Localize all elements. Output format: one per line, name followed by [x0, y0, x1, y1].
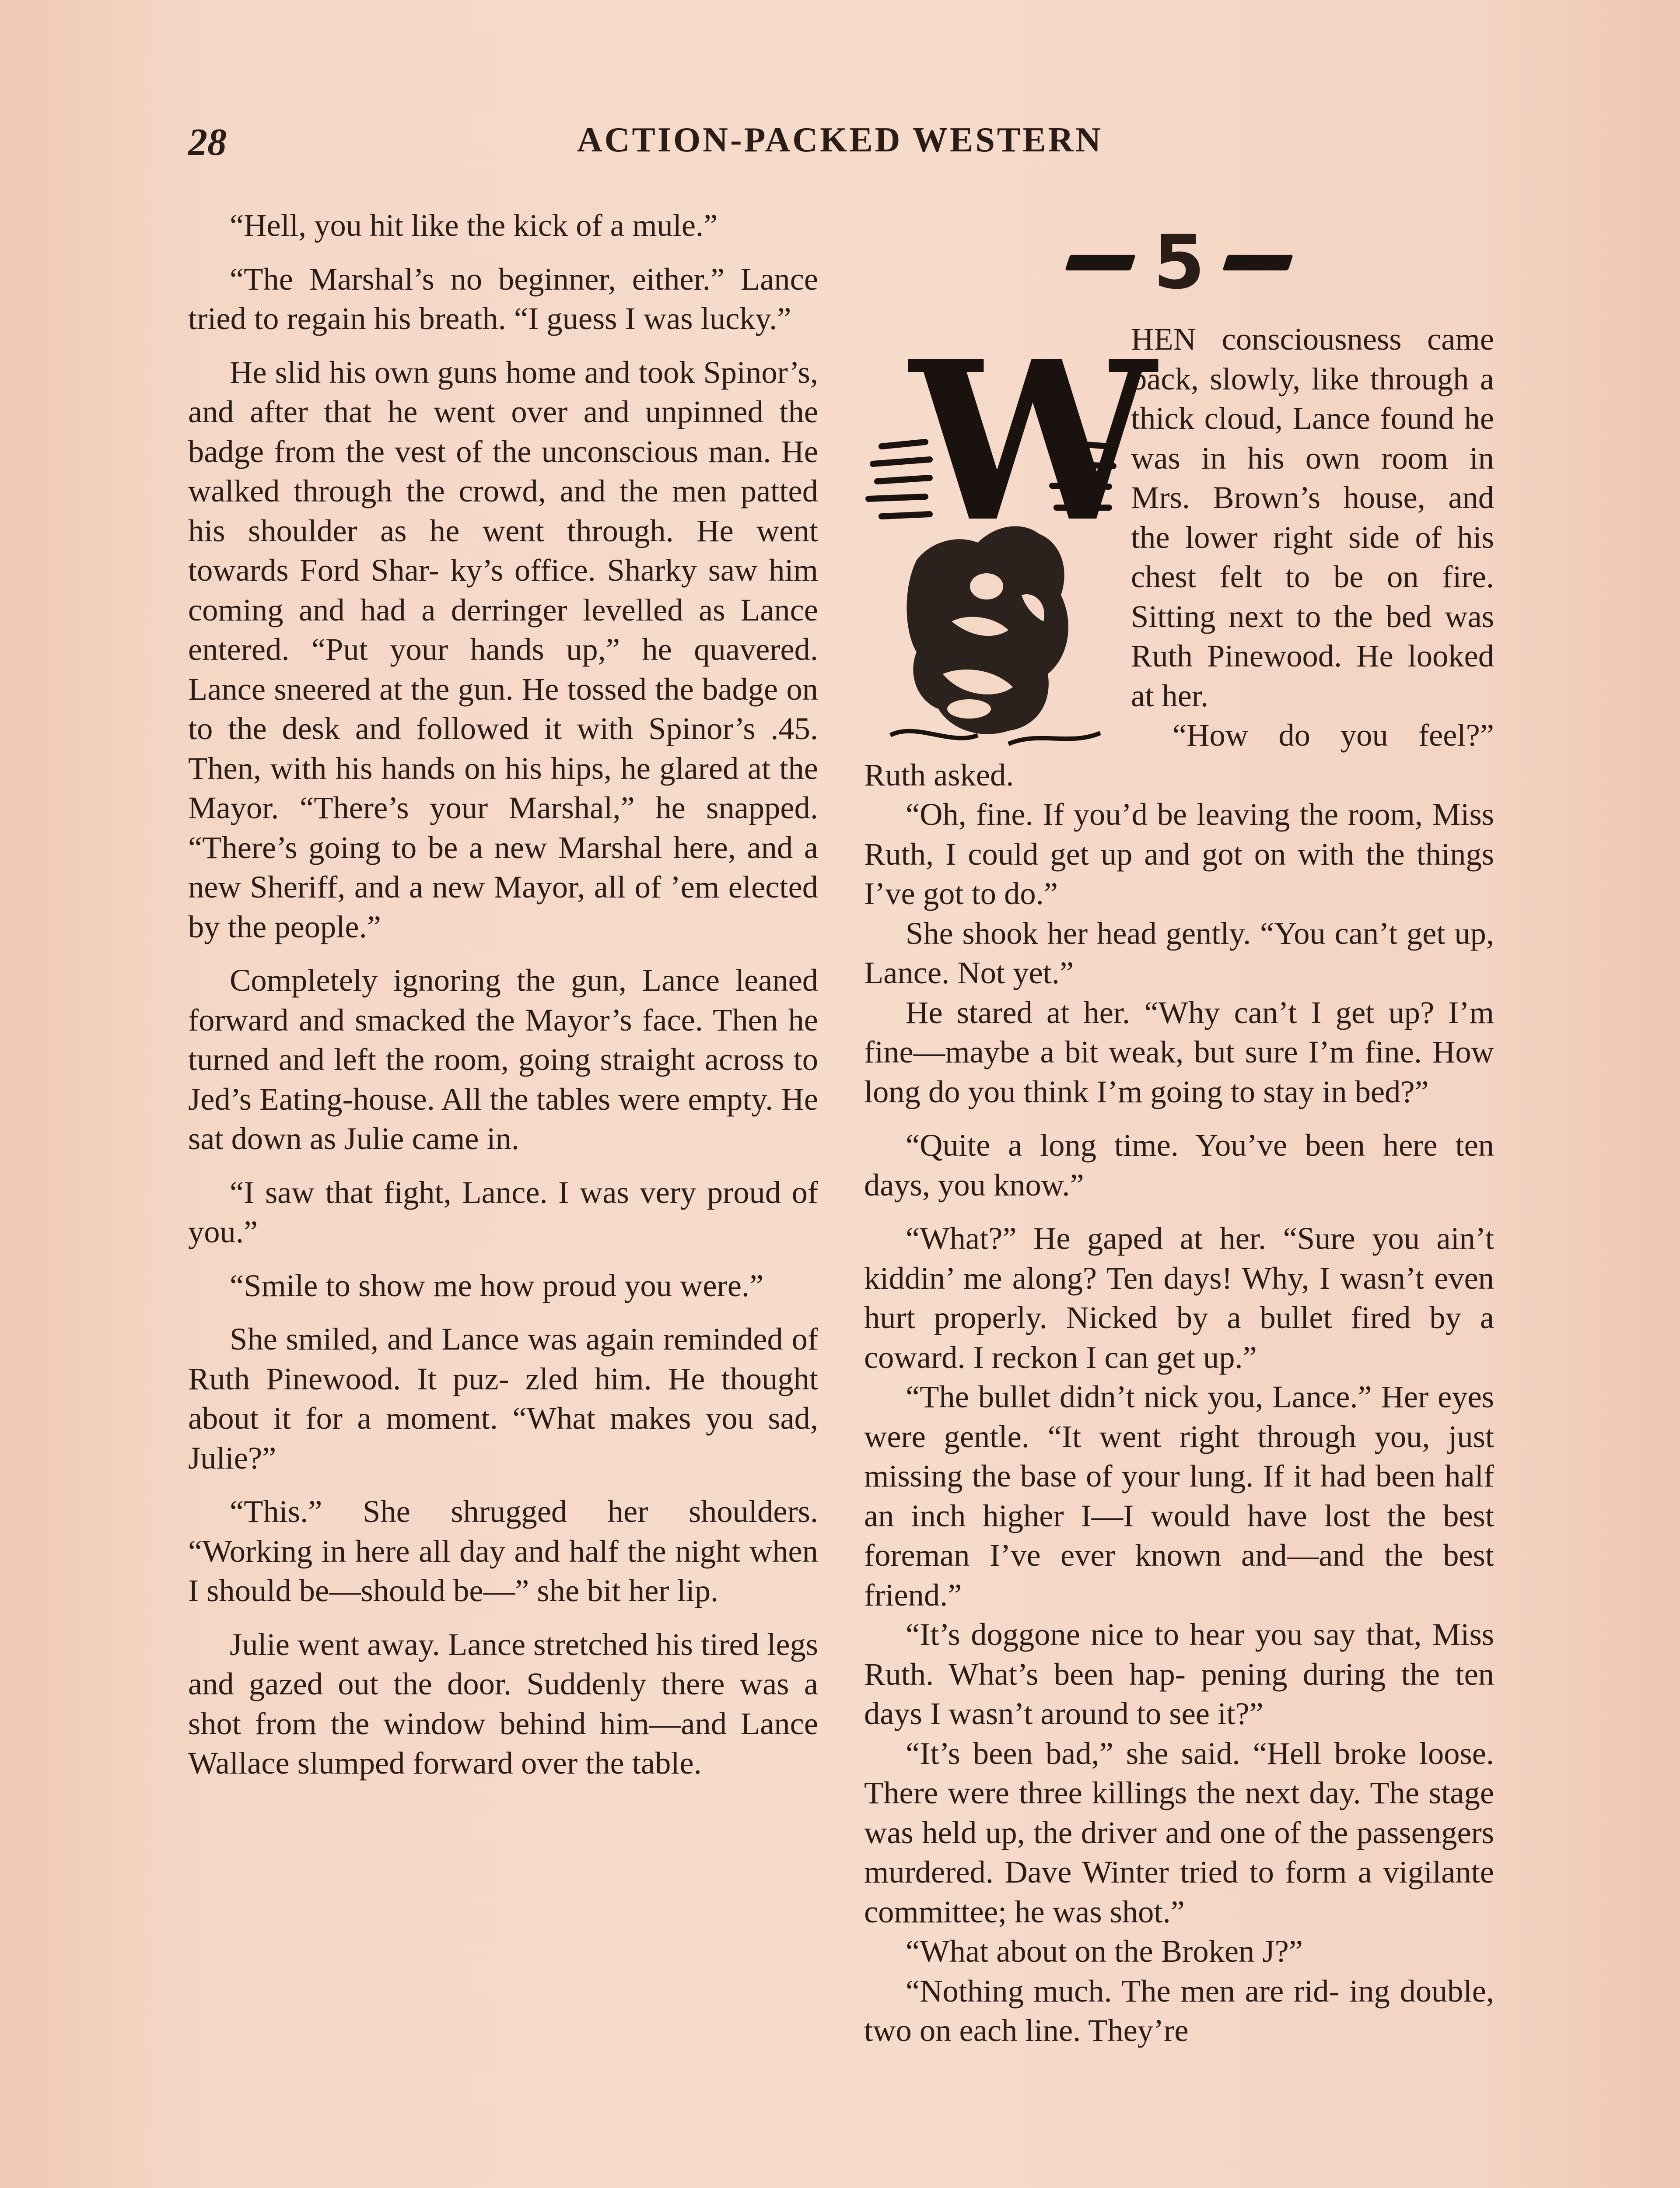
running-title: ACTION-PACKED WESTERN [577, 121, 1103, 159]
paragraph: “Oh, fine. If you’d be leaving the room, Miss Ruth, I could get up and got on with the things I’ve got to do.” [864, 796, 1494, 911]
paragraph: Julie went away. Lance stretched his tired legs and gazed out the door. Suddenly there was a shot from the window behind him—and Lance Wallace slumped forward over the table. [188, 1626, 818, 1781]
paragraph: “How do you feel?” Ruth asked. [864, 717, 1494, 792]
paragraph: “Nothing much. The men are rid- ing double, two on each line. They’re [864, 1973, 1494, 2048]
page-number: 28 [188, 121, 227, 164]
paragraph: He slid his own guns home and took Spinor’s, and after that he went over and unpinned the badge from the vest of the unconscious man. He walked through the crowd, and the men patted his shoulder as he went through. He went towards Ford Shar- ky’s office. Sharky saw him coming and had a derringer levelled as Lance entered. “Put your hands up,” he quavered. Lance sneered at the gun. He tossed the badge on to the desk and followed it with Spinor’s .45. Then, with his hands on his hips, he glared at the Mayor. “There’s your Marshal,” he snapped. “There’s going to be a new Marshal here, and a new Sheriff, and a new Mayor, all of ’em elected by the people.” [188, 354, 818, 944]
opening-paragraph: HEN consciousness came back, slowly, like through a thick cloud, Lance found he was in his own room in Mrs. Brown’s house, and the lower right side of his chest felt to be on fire. Sitting next to the bed was Ruth Pinewood. He looked at her. [1131, 321, 1494, 713]
paragraph: “I saw that fight, Lance. I was very proud of you.” [188, 1174, 818, 1249]
dropcap-illustration [864, 313, 1156, 753]
paragraph: “The bullet didn’t nick you, Lance.” Her eyes were gentle. “It went right through you, just missing the base of your lung. If it had been half an inch higher I—I would have lost the best foreman I’ve ever known and—and the best friend.” [864, 1379, 1494, 1613]
chapter-heading [864, 206, 1494, 319]
chapter-number: 5 [1153, 219, 1205, 306]
paragraph: “What about on the Broken J?” [906, 1933, 1303, 1969]
paragraph: “Quite a long time. You’ve been here ten days, you know.” [864, 1127, 1494, 1203]
paragraph: She shook her head gently. “You can’t get up, Lance. Not yet.” [864, 915, 1494, 990]
dropcap-letter: W [910, 313, 1156, 570]
paragraph: “The Marshal’s no beginner, either.” Lance tried to regain his breath. “I guess I was lucky.” [188, 261, 818, 336]
chapter-dash-left [1065, 255, 1136, 270]
paragraph: “It’s been bad,” she said. “Hell broke loose. There were three killings the next day. The stage was held up, the driver and one of the passengers murdered. Dave Winter tried to form a vigilante committee; he was shot.” [864, 1735, 1494, 1929]
page-header [188, 120, 1492, 168]
paragraph: “Smile to show me how proud you were.” [230, 1267, 764, 1303]
paragraph: She smiled, and Lance was again reminded of Ruth Pinewood. It puz- zled him. He thought about it for a moment. “What makes you sad, Julie?” [188, 1321, 818, 1476]
paragraph: “Hell, you hit like the kick of a mule.” [230, 207, 718, 243]
paragraph: “This.” She shrugged her shoulders. “Working in here all day and half the night when I should be—should be—” she bit her lip. [188, 1494, 818, 1608]
paragraph: “It’s doggone nice to hear you say that, Miss Ruth. What’s been hap- pening during the ten days I wasn’t around to see it?” [864, 1616, 1494, 1731]
paragraph: He stared at her. “Why can’t I get up? I’m fine—maybe a bit weak, but sure I’m fine. How long do you think I’m going to stay in bed?” [864, 994, 1494, 1109]
right-column [864, 206, 1494, 2051]
left-column [188, 206, 818, 1797]
chapter-dash-right [1222, 255, 1293, 270]
paragraph: “What?” He gaped at her. “Sure you ain’t kiddin’ me along? Ten days! Why, I wasn’t even hurt properly. Nicked by a bullet fired by a coward. I reckon I can get up.” [864, 1220, 1494, 1375]
paragraph: Completely ignoring the gun, Lance leaned forward and smacked the Mayor’s face. Then he turned and left the room, going straight across to Jed’s Eating-house. All the tables were empty. He sat down as Julie came in. [188, 962, 818, 1156]
